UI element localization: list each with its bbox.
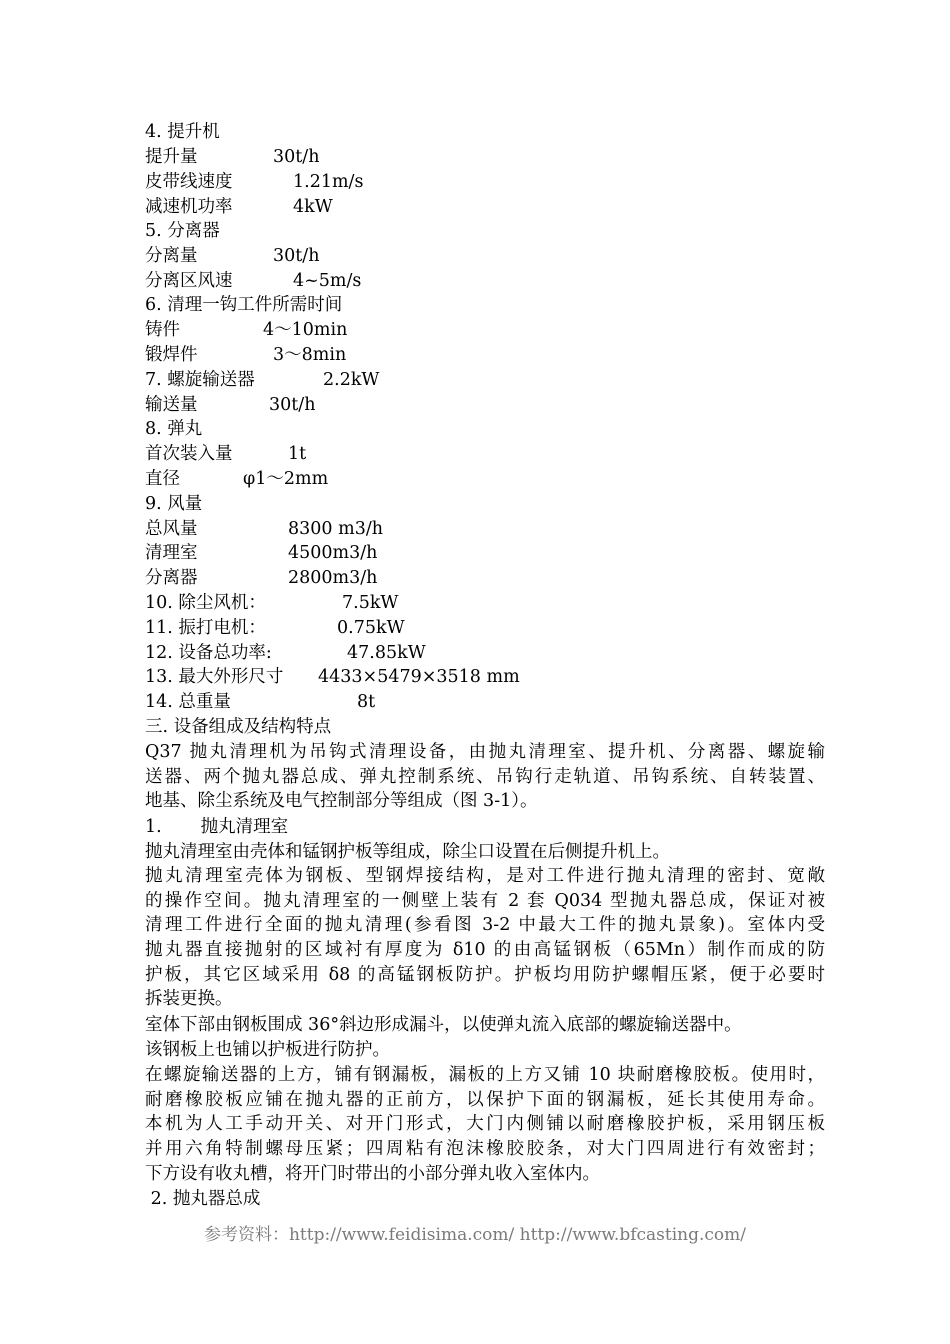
paragraph-line: 在螺旋输送器的上方，铺有钢漏板，漏板的上方又铺 10 块耐磨橡胶板。使用时， <box>145 1065 825 1085</box>
spec-row: 提升量 30t/h <box>145 147 320 167</box>
paragraph-line: 送器、两个抛丸器总成、弹丸控制系统、吊钩行走轨道、吊钩系统、自转装置、 <box>145 766 825 787</box>
paragraph-line: 地基、除尘系统及电气控制部分等组成（图 3-1）。 <box>145 791 538 812</box>
spec-row: 12. 设备总功率: 47.85kW <box>145 643 426 663</box>
paragraph-line: 并用六角特制螺母压紧；四周粘有泡沫橡胶胶条，对大门四周进行有效密封； <box>145 1139 825 1160</box>
spec-heading-airflow: 9. 风量 <box>145 494 203 514</box>
spec-row: 7. 螺旋输送器 2.2kW <box>145 370 380 390</box>
spec-heading-shot: 8. 弹丸 <box>145 419 203 439</box>
paragraph-line: 护板，其它区域采用 δ8 的高锰钢板防护。护板均用防护螺帽压紧，便于必要时 <box>145 964 825 985</box>
item-heading-shot-blaster: 2. 抛丸器总成 <box>145 1189 261 1209</box>
spec-row: 铸件 4～10min <box>145 320 348 340</box>
paragraph-line: 拆装更换。 <box>145 989 233 1010</box>
section-heading: 三. 设备组成及结构特点 <box>145 717 332 737</box>
spec-row: 减速机功率 4kW <box>145 197 333 217</box>
paragraph-line: 耐磨橡胶板应铺在抛丸器的正前方，以保护下面的钢漏板，延长其使用寿命。 <box>145 1089 825 1110</box>
spec-row: 13. 最大外形尺寸 4433×5479×3518 mm <box>145 667 520 687</box>
paragraph-line: 室体下部由钢板围成 36°斜边形成漏斗，以使弹丸流入底部的螺旋输送器中。 <box>145 1015 742 1035</box>
spec-row: 皮带线速度 1.21m/s <box>145 172 364 192</box>
spec-row: 直径 φ1～2mm <box>145 469 329 489</box>
paragraph <box>145 864 825 1012</box>
paragraph-line: 本机为人工手动开关、对开门形式，大门内侧铺以耐磨橡胶护板，采用钢压板 <box>145 1114 825 1135</box>
spec-row: 10. 除尘风机： 7.5kW <box>145 593 399 613</box>
paragraph <box>145 840 825 865</box>
paragraph-line: 该钢板上也铺以护板进行防护。 <box>145 1039 390 1060</box>
spec-row: 11. 振打电机： 0.75kW <box>145 618 405 638</box>
paragraph-line: 下方设有收丸槽，将开门时带出的小部分弹丸收入室体内。 <box>145 1163 600 1184</box>
footer-reference: 参考资料：http://www.feidisima.com/ http://www.bfcasting.com/ <box>203 1225 747 1245</box>
paragraph-line: 的操作空间。抛丸清理室的一侧壁上装有 2 套 Q034 型抛丸器总成，保证对被 <box>145 890 825 911</box>
paragraph-line: 清理工件进行全面的抛丸清理(参看图 3-2 中最大工件的抛丸景象)。室体内受 <box>145 915 825 936</box>
spec-row: 首次装入量 1t <box>145 444 307 464</box>
spec-heading-separator: 5. 分离器 <box>145 221 220 241</box>
spec-heading-time: 6. 清理一钩工件所需时间 <box>145 295 343 315</box>
spec-row: 14. 总重量 8t <box>145 692 376 712</box>
paragraph-line: 抛丸器直接抛射的区域衬有厚度为 δ10 的由高锰钢板（65Mn）制作而成的防 <box>145 940 825 961</box>
spec-row: 分离器 2800m3/h <box>145 568 378 588</box>
paragraph-line: 抛丸清理室壳体为钢板、型钢焊接结构，是对工件进行抛丸清理的密封、宽敞 <box>145 866 825 886</box>
spec-row: 总风量 8300 m3/h <box>145 519 383 539</box>
spec-row: 分离量 30t/h <box>145 246 320 266</box>
spec-row: 分离区风速 4~5m/s <box>145 271 362 291</box>
item-heading-blast-chamber: 1. 抛丸清理室 <box>145 817 289 837</box>
spec-heading-hoist: 4. 提升机 <box>145 122 220 142</box>
paragraph <box>145 1013 825 1062</box>
spec-row: 清理室 4500m3/h <box>145 543 378 563</box>
spec-row: 锻焊件 3～8min <box>145 345 347 365</box>
paragraph <box>145 1063 825 1186</box>
spec-row: 输送量 30t/h <box>145 395 316 415</box>
paragraph-line: Q37 抛丸清理机为吊钩式清理设备，由抛丸清理室、提升机、分离器、螺旋输 <box>145 742 825 762</box>
paragraph-line: 抛丸清理室由壳体和锰钢护板等组成，除尘口设置在后侧提升机上。 <box>145 842 670 862</box>
intro-paragraph <box>145 740 825 814</box>
